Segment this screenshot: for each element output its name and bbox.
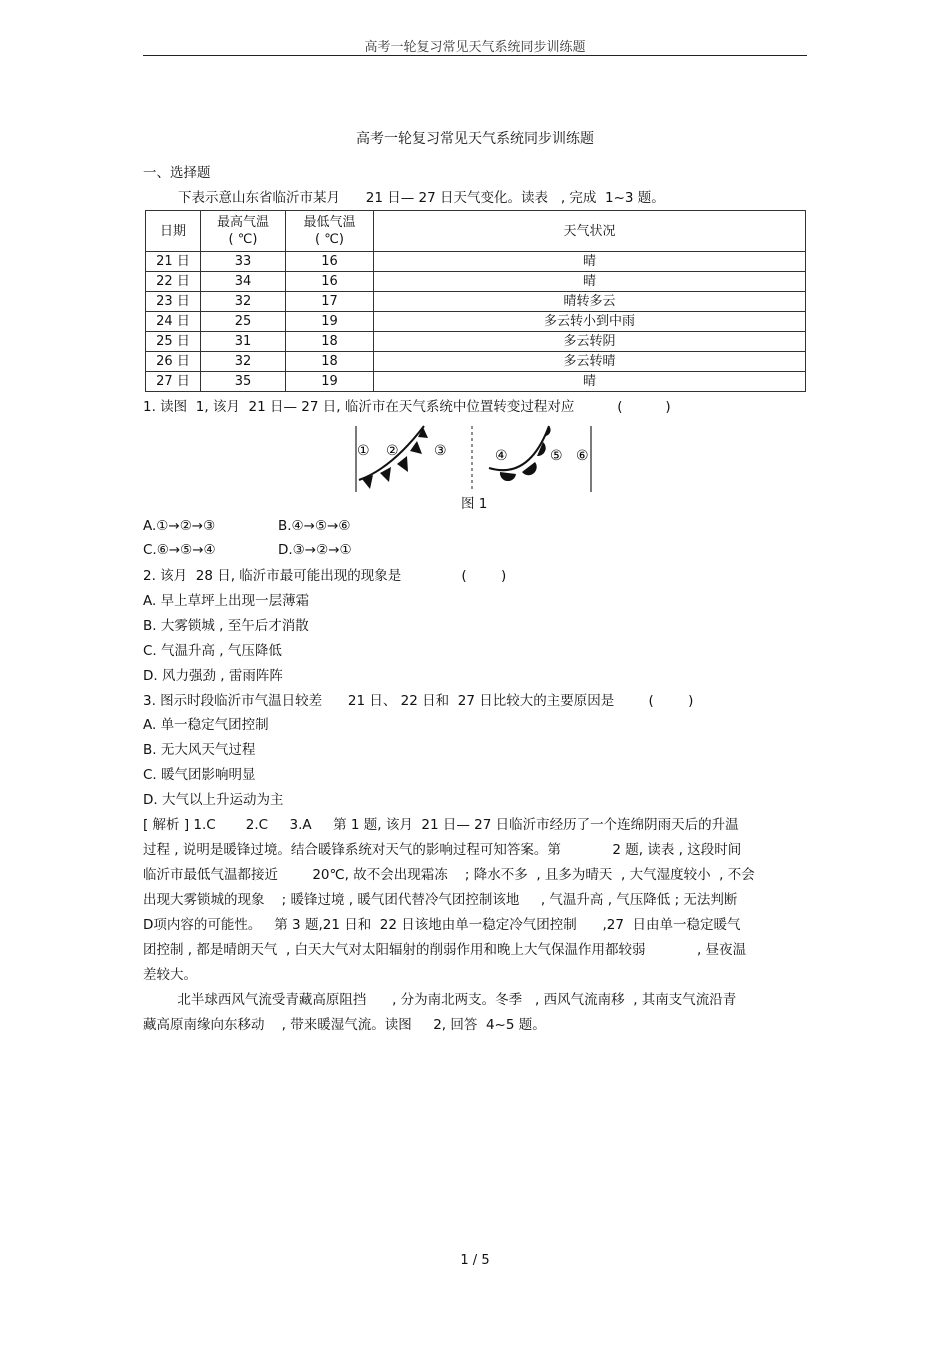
header-min-temp: 最低气温 ( ℃) [286,211,374,252]
analysis-line: [ 解析 ] 1.C 2.C 3.A 第 1 题, 该月 21 日— 27 日临沂市经历了一个连绵阴雨天后的升温 [143,817,739,833]
figure-caption: 图 1 [461,496,488,512]
q1-option-a: A.①→②→③ [143,518,216,534]
paragraph-line: 藏高原南缘向东移动 , 带来暖湿气流。读图 2, 回答 4~5 题。 [143,1017,546,1033]
q1-option-d: D.③→②→① [278,542,352,558]
cell-max: 31 [201,332,286,352]
cell-date: 25 日 [146,332,201,352]
warm-front-semicircle [500,472,516,481]
q2-option-c: C. 气温升高 , 气压降低 [143,643,282,659]
q3-option-d: D. 大气以上升运动为主 [143,792,284,808]
cell-min: 17 [286,292,374,312]
table-row [146,352,806,372]
fig-label-5: ⑤ [550,448,563,464]
page-number: 1 / 5 [460,1253,490,1268]
fig-label-3: ③ [434,443,447,459]
q1-option-b: B.④→⑤→⑥ [278,518,351,534]
q1-stem: 1. 读图 1, 该月 21 日— 27 日, 临沂市在天气系统中位置转变过程对应 ( ) [143,399,671,415]
analysis-line: 差较大。 [143,967,197,983]
analysis-line: 出现大雾锁城的现象 ; 暖锋过境 , 暖气团代替冷气团控制该地 , 气温升高 , 气压降低 ; 无法判断 [143,892,738,908]
cell-weather: 多云转晴 [374,352,806,372]
header-rule [143,55,807,56]
cell-weather: 晴 [374,252,806,272]
cell-max: 33 [201,252,286,272]
table-row [146,252,806,272]
q3-option-c: C. 暖气团影响明显 [143,767,256,783]
cell-date: 23 日 [146,292,201,312]
table-row [146,292,806,312]
q3-option-a: A. 单一稳定气团控制 [143,717,269,733]
q3-option-b: B. 无大风天气过程 [143,742,256,758]
table-row [146,332,806,352]
analysis-line: 团控制 , 都是晴朗天气 , 白天大气对太阳辐射的削弱作用和晚上大气保温作用都较弱 , 昼夜温 [143,942,747,958]
running-header: 高考一轮复习常见天气系统同步训练题 [364,40,586,55]
cell-date: 27 日 [146,372,201,392]
page-title: 高考一轮复习常见天气系统同步训练题 [356,131,594,147]
table-row [146,372,806,392]
q2-option-a: A. 早上草坪上出现一层薄霜 [143,593,310,609]
q2-stem: 2. 该月 28 日, 临沂市最可能出现的现象是 ( ) [143,568,507,584]
cell-min: 18 [286,352,374,372]
analysis-line: D项内容的可能性。 第 3 题,21 日和 22 日该地由单一稳定冷气团控制 ,27 日由单一稳定暖气 [143,917,741,933]
section-heading: 一、选择题 [143,165,211,181]
cell-weather: 多云转阴 [374,332,806,352]
cell-max: 35 [201,372,286,392]
table-row [146,272,806,292]
cell-weather: 多云转小到中雨 [374,312,806,332]
q1-option-c: C.⑥→⑤→④ [143,542,216,558]
intro-text: 下表示意山东省临沂市某月 21 日— 27 日天气变化。读表 , 完成 1~3 题。 [178,190,665,206]
cell-date: 22 日 [146,272,201,292]
table-header-row [146,211,806,252]
q3-stem: 3. 图示时段临沂市气温日较差 21 日、 22 日和 27 日比较大的主要原因是 ( ) [143,693,694,709]
front-figure [354,424,594,492]
cell-min: 19 [286,372,374,392]
cell-min: 16 [286,272,374,292]
cell-min: 18 [286,332,374,352]
cell-date: 26 日 [146,352,201,372]
cold-front-triangle [397,456,408,472]
cell-max: 32 [201,292,286,312]
weather-table [145,210,806,392]
cell-weather: 晴 [374,272,806,292]
cell-weather: 晴 [374,372,806,392]
paragraph-line: 北半球西风气流受青藏高原阻挡 , 分为南北两支。冬季 , 西风气流南移 , 其南支气流沿青 [143,992,737,1008]
fig-label-1: ① [357,443,370,459]
cell-min: 19 [286,312,374,332]
cell-date: 21 日 [146,252,201,272]
cell-min: 16 [286,252,374,272]
cell-max: 25 [201,312,286,332]
table-row [146,312,806,332]
header-max-temp: 最高气温 ( ℃) [201,211,286,252]
analysis-line: 临沂市最低气温都接近 20℃, 故不会出现霜冻 ; 降水不多 , 且多为晴天 , 大气湿度较小 , 不会 [143,867,755,883]
q2-option-d: D. 风力强劲 , 雷雨阵阵 [143,668,283,684]
cold-front-triangle [410,441,422,454]
fig-label-6: ⑥ [576,448,589,464]
cell-max: 34 [201,272,286,292]
header-weather: 天气状况 [374,211,806,252]
warm-front-semicircle [544,426,551,436]
cell-weather: 晴转多云 [374,292,806,312]
cell-date: 24 日 [146,312,201,332]
cell-max: 32 [201,352,286,372]
q2-option-b: B. 大雾锁城 , 至午后才消散 [143,618,309,634]
fig-label-2: ② [386,443,399,459]
header-date: 日期 [146,211,201,252]
fig-label-4: ④ [495,448,508,464]
analysis-line: 过程 , 说明是暖锋过境。结合暖锋系统对天气的影响过程可知答案。第 2 题, 读表 , 这段时间 [143,842,742,858]
